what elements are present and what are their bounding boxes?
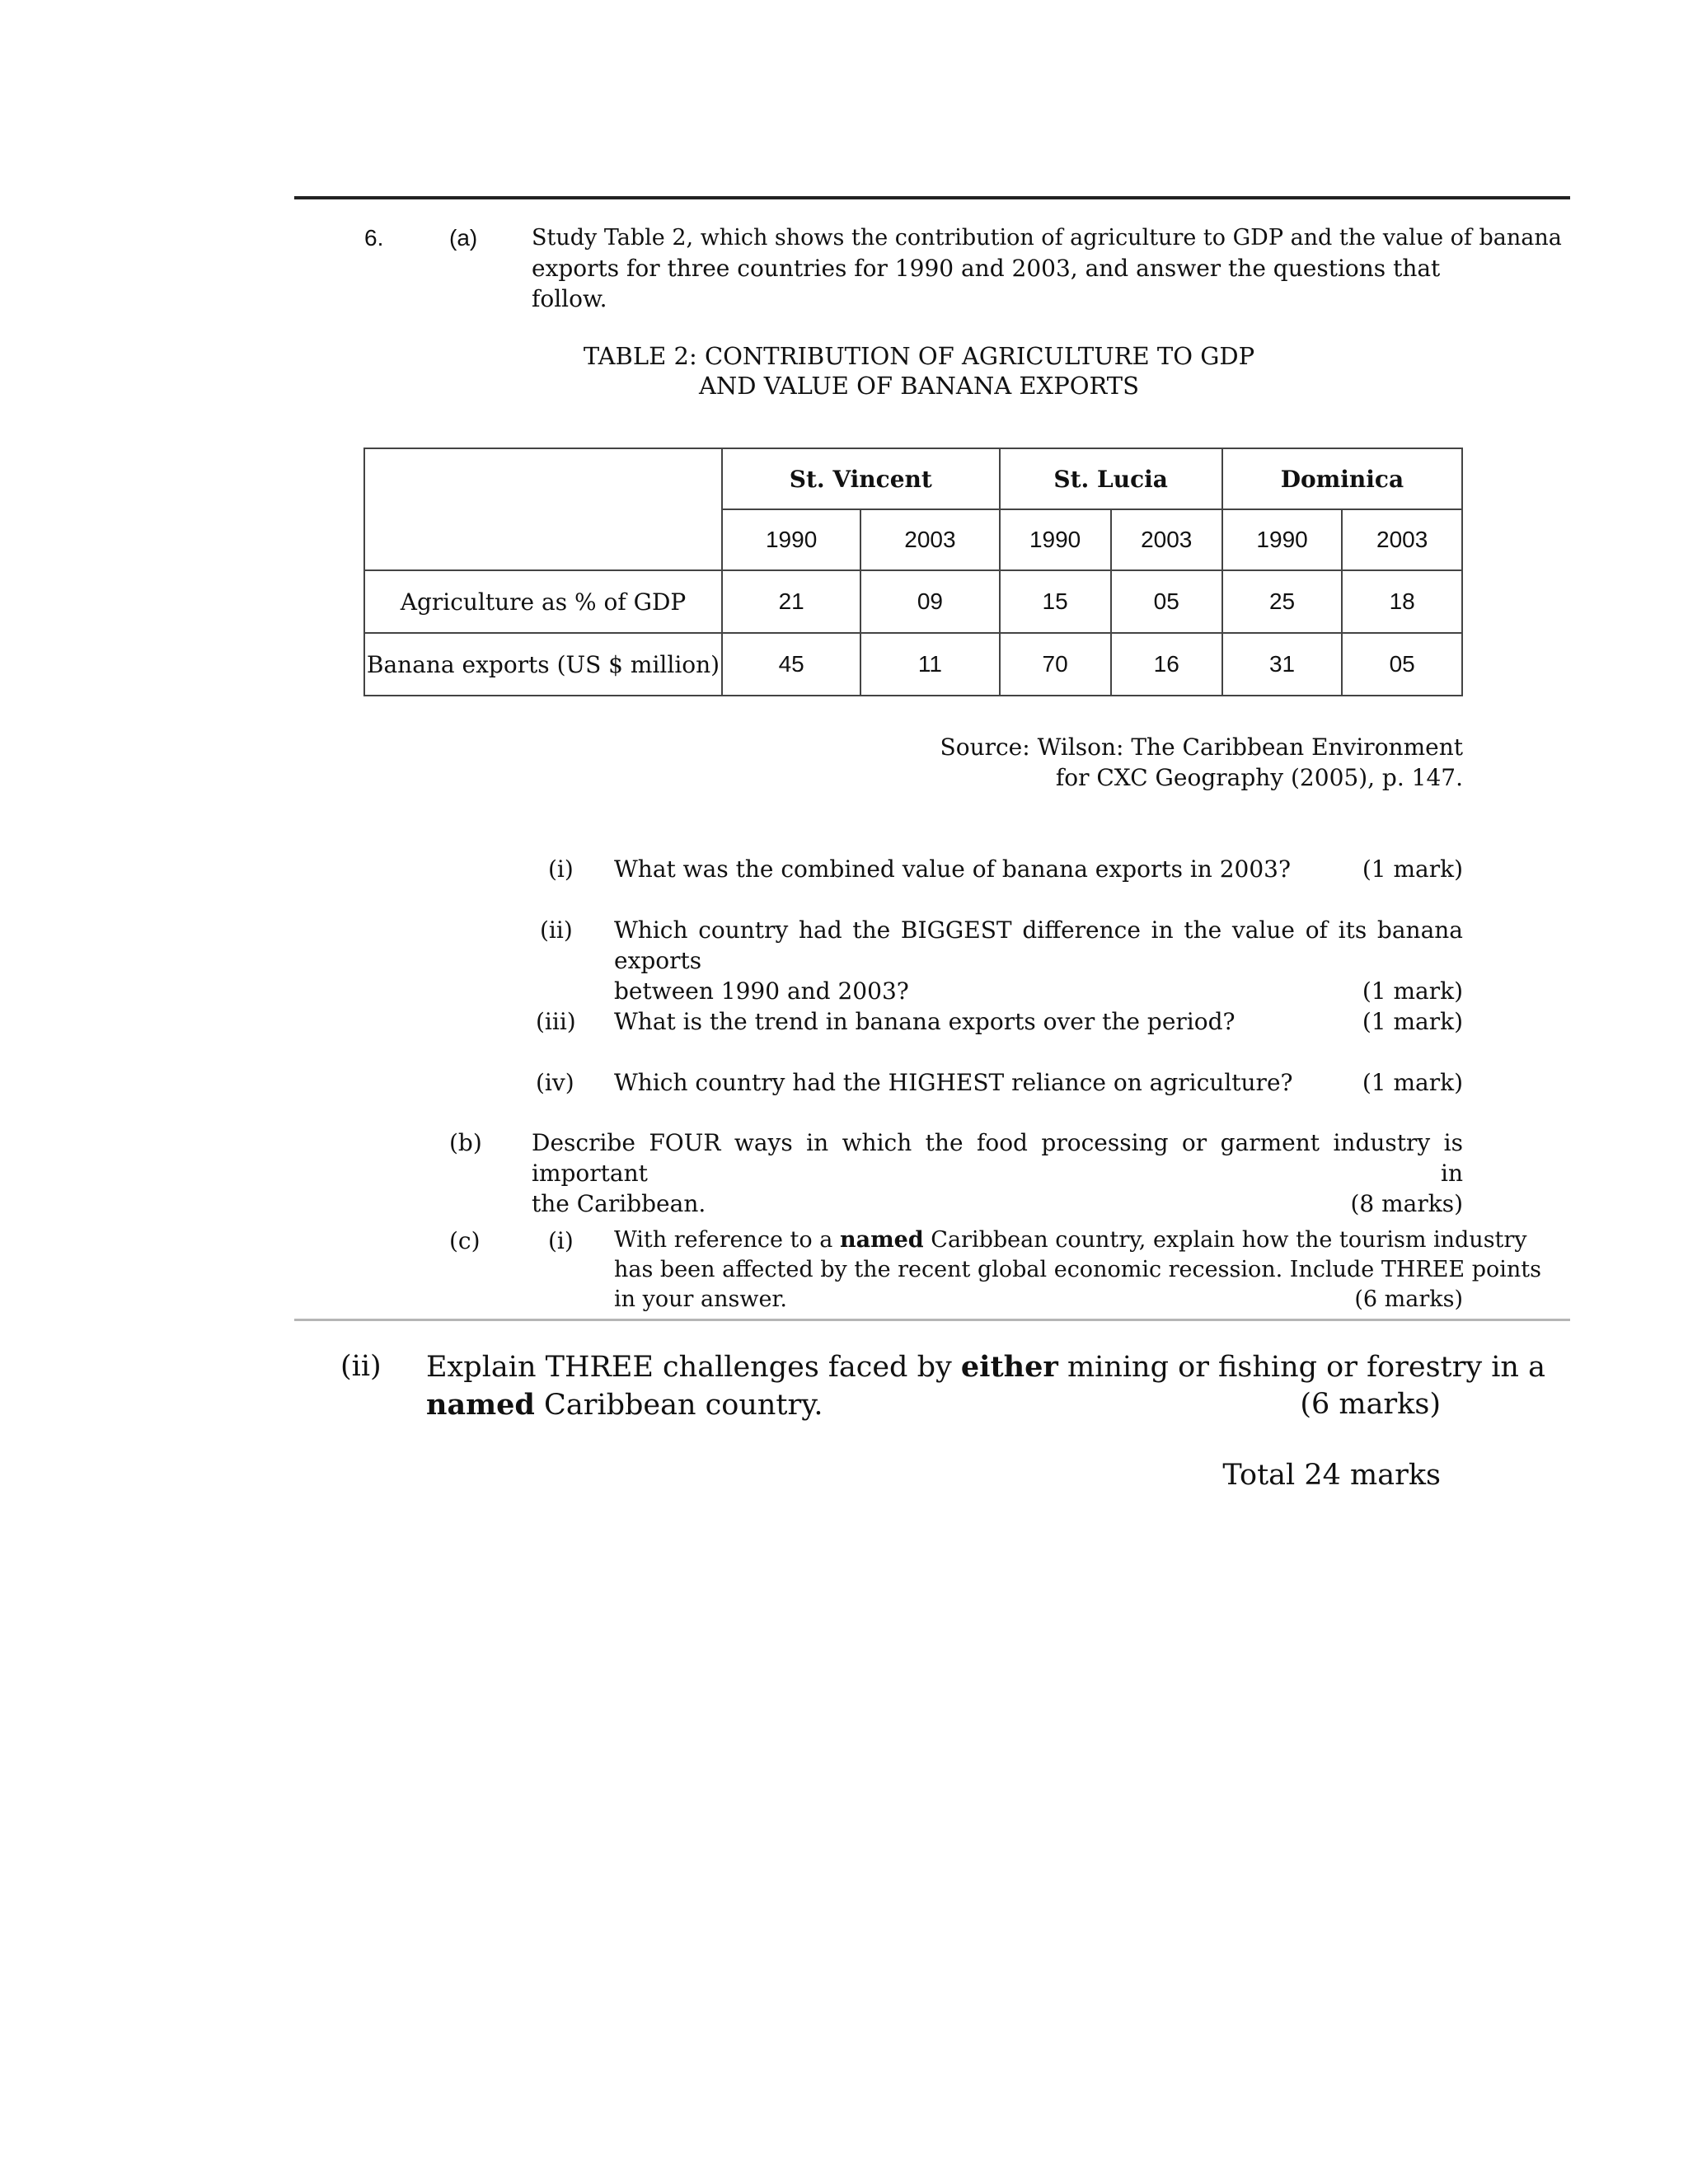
part-c-ii-label: (ii) [340, 1350, 382, 1383]
subq-iv [614, 1067, 1463, 1098]
part-c-ii-line-2-post: Caribbean country. [544, 1389, 823, 1422]
table-row-banana-exports [364, 633, 1462, 696]
subq-ii [614, 915, 1463, 1006]
part-c-i-line-1-post: Caribbean country, explain how the tourism industry [931, 1227, 1527, 1253]
part-c-ii-line-2 [426, 1386, 1441, 1424]
part-b [532, 1127, 1463, 1219]
part-c-i-line-1 [614, 1226, 1527, 1255]
table-title-line-1: TABLE 2: CONTRIBUTION OF AGRICULTURE TO GDP [583, 342, 1255, 370]
part-c-ii-line-2-text [426, 1386, 823, 1424]
part-c-i [614, 1226, 1541, 1315]
part-b-line-2-text: the Caribbean. [532, 1190, 706, 1217]
part-c-i-line-3 [614, 1285, 1463, 1315]
table-cell: 25 [1222, 570, 1343, 633]
row-label: Banana exports (US $ million) [364, 633, 722, 696]
part-c-ii-line-1-bold: either [960, 1350, 1058, 1384]
table-cell: 11 [860, 633, 999, 696]
part-b-label: (b) [449, 1129, 482, 1156]
table-cell: 05 [1111, 570, 1222, 633]
subq-ii-label: (ii) [540, 916, 573, 944]
subq-iii-text: What is the trend in banana exports over the period? [614, 1008, 1236, 1035]
table-row-agriculture-gdp [364, 570, 1462, 633]
intro-line-1: Study Table 2, which shows the contribution of agriculture to GDP and the value of banana [532, 225, 1562, 251]
subq-iv-label: (iv) [536, 1069, 574, 1096]
subq-iv-text: Which country had the HIGHEST reliance on agriculture? [614, 1069, 1293, 1096]
part-c-i-marks: (6 marks) [1354, 1286, 1463, 1312]
row-label: Agriculture as % of GDP [364, 570, 722, 633]
year-header: 1990 [1000, 509, 1111, 570]
subq-ii-marks: (1 mark) [1362, 977, 1463, 1005]
table-cell: 45 [722, 633, 860, 696]
table-title-line-2: AND VALUE OF BANANA EXPORTS [698, 372, 1140, 400]
table-source [907, 732, 1463, 793]
year-header: 2003 [1111, 509, 1222, 570]
part-c-i-label: (i) [548, 1227, 574, 1254]
table-cell: 09 [860, 570, 999, 633]
part-c-ii-line-1-pre: Explain THREE challenges faced by [426, 1351, 952, 1384]
part-c-ii-line-2-bold: named [426, 1388, 535, 1422]
subq-ii-line-2 [614, 976, 1463, 1006]
subq-iv-marks: (1 mark) [1362, 1069, 1463, 1096]
subq-i-label: (i) [548, 855, 574, 883]
part-c-ii [426, 1348, 1545, 1424]
table-cell: 15 [1000, 570, 1111, 633]
part-b-line-1: Describe FOUR ways in which the food processing or garment industry is important in [532, 1129, 1463, 1187]
table-cell: 31 [1222, 633, 1343, 696]
subq-i-text: What was the combined value of banana exports in 2003? [614, 855, 1292, 883]
part-b-marks: (8 marks) [1350, 1190, 1463, 1217]
country-header-st-vincent: St. Vincent [722, 448, 1000, 509]
part-c-i-line-1-bold: named [839, 1227, 924, 1253]
section-divider [294, 1319, 1570, 1321]
table-cell: 05 [1342, 633, 1462, 696]
part-c-ii-marks: (6 marks) [1300, 1388, 1441, 1421]
country-header-dominica: Dominica [1222, 448, 1462, 509]
intro-line-2: exports for three countries for 1990 and 2003, and answer the questions that follow. [532, 255, 1441, 312]
part-c-label: (c) [449, 1227, 481, 1254]
subq-iii [614, 1006, 1463, 1037]
top-rule [294, 196, 1570, 199]
subq-iii-label: (iii) [536, 1008, 576, 1035]
part-c-ii-line-1 [426, 1348, 1545, 1386]
table-cell: 16 [1111, 633, 1222, 696]
country-header-st-lucia: St. Lucia [1000, 448, 1222, 509]
table-cell: 21 [722, 570, 860, 633]
table-cell: 18 [1342, 570, 1462, 633]
subq-ii-line-2-text: between 1990 and 2003? [614, 977, 909, 1005]
part-a-intro [532, 223, 1562, 314]
part-c-i-line-1-pre: With reference to a [614, 1227, 833, 1253]
year-header: 2003 [1342, 509, 1462, 570]
source-line-1: Source: Wilson: The Caribbean Environment [940, 733, 1463, 761]
year-header: 2003 [860, 509, 999, 570]
year-header: 1990 [722, 509, 860, 570]
part-c-i-line-2: has been affected by the recent global economic recession. Include THREE points [614, 1257, 1541, 1282]
part-a-label: (a) [449, 225, 478, 251]
part-b-line-2 [532, 1188, 1463, 1219]
table-header-row-countries [364, 448, 1462, 509]
source-line-2: for CXC Geography (2005), p. 147. [1055, 764, 1463, 791]
subq-ii-line-1: Which country had the BIGGEST difference in the value of its banana exports [614, 916, 1463, 974]
table-cell: 70 [1000, 633, 1111, 696]
table-empty-corner [364, 448, 722, 570]
question-number: 6. [364, 225, 384, 251]
data-table [363, 448, 1463, 696]
table-title [532, 341, 1306, 401]
total-marks: Total 24 marks [1222, 1459, 1441, 1492]
subq-i-marks: (1 mark) [1362, 855, 1463, 883]
part-c-i-line-3-text: in your answer. [614, 1286, 787, 1312]
subq-i [614, 854, 1463, 884]
year-header: 1990 [1222, 509, 1343, 570]
subq-iii-marks: (1 mark) [1362, 1008, 1463, 1035]
part-c-ii-line-1-post: mining or fishing or forestry in a [1067, 1351, 1545, 1384]
